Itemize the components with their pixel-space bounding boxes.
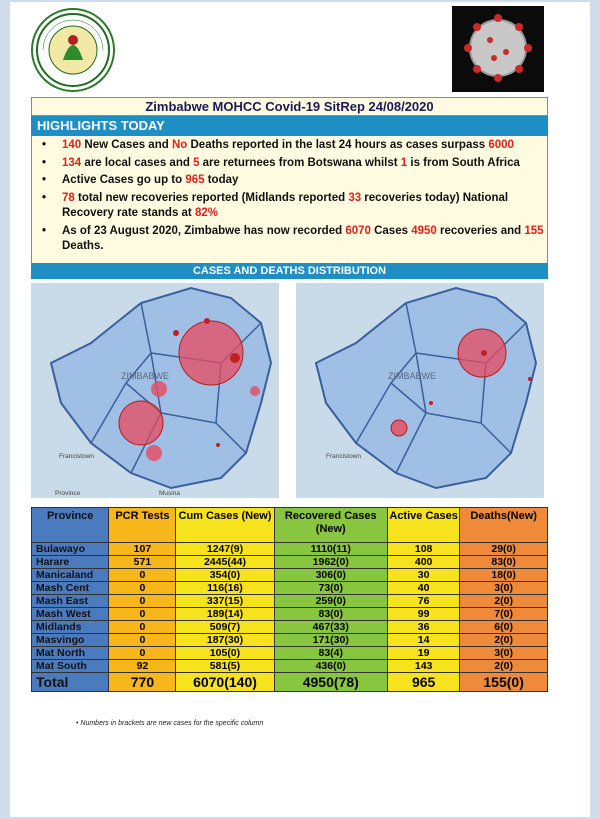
cell-pcr-tests: 107 xyxy=(109,543,176,556)
cell-recovered-cases: 259(0) xyxy=(274,595,388,608)
highlight-item xyxy=(62,138,547,154)
table-row xyxy=(32,634,548,647)
cell-active-cases: 108 xyxy=(388,543,460,556)
table-row xyxy=(32,543,548,556)
highlight-text: As of 23 August 2020, Zimbabwe has now recorded xyxy=(62,224,346,237)
highlight-text: Deaths reported in the last 24 hours as cases surpass xyxy=(187,139,489,151)
cell-deaths: 2(0) xyxy=(460,634,548,647)
total-province: Total xyxy=(32,673,109,692)
table-row xyxy=(32,621,548,634)
cell-cum-cases: 189(14) xyxy=(176,608,274,621)
highlights-list xyxy=(32,138,547,255)
cell-province: Mat North xyxy=(32,647,109,660)
distribution-header: CASES AND DEATHS DISTRIBUTION xyxy=(31,263,548,279)
total-pcr-tests: 770 xyxy=(109,673,176,692)
highlight-figure: 155 xyxy=(524,224,544,237)
cell-recovered-cases: 73(0) xyxy=(274,582,388,595)
highlight-figure: 6070 xyxy=(345,224,371,237)
header-deaths: Deaths(New) xyxy=(460,508,548,543)
highlight-text: are returnees from Botswana whilst xyxy=(199,156,401,169)
cell-cum-cases: 187(30) xyxy=(176,634,274,647)
cell-pcr-tests: 0 xyxy=(109,621,176,634)
cell-province: Bulawayo xyxy=(32,543,109,556)
header-pcr-tests: PCR Tests xyxy=(109,508,176,543)
highlight-figure: 134 xyxy=(62,156,82,169)
highlight-item xyxy=(62,173,547,189)
cell-cum-cases: 116(16) xyxy=(176,582,274,595)
highlight-text: total new recoveries reported (Midlands reported xyxy=(74,191,349,204)
header-active-cases: Active Cases xyxy=(388,508,460,543)
map2-francistown-label: Francistown xyxy=(326,453,362,460)
cell-pcr-tests: 92 xyxy=(109,660,176,673)
cell-active-cases: 400 xyxy=(388,556,460,569)
highlight-text: recoveries today) National Recovery rate stands at xyxy=(62,191,509,219)
cell-province: Mash Cent xyxy=(32,582,109,595)
map2-country-label: ZIMBABWE xyxy=(388,371,437,381)
highlight-figure: 82% xyxy=(194,207,218,219)
primary-health-care-seal-icon xyxy=(31,8,115,92)
cell-province: Mash West xyxy=(32,608,109,621)
cell-deaths: 2(0) xyxy=(460,660,548,673)
map1-province-label: Province xyxy=(55,490,81,497)
cell-pcr-tests: 0 xyxy=(109,647,176,660)
highlight-text: recoveries and xyxy=(436,224,525,237)
cell-pcr-tests: 0 xyxy=(109,634,176,647)
table-row xyxy=(32,608,548,621)
highlight-text: today xyxy=(204,174,239,186)
highlight-text: Cases xyxy=(370,224,412,237)
cell-cum-cases: 337(15) xyxy=(176,595,274,608)
total-row xyxy=(32,673,548,692)
cell-cum-cases: 354(0) xyxy=(176,569,274,582)
footnote-bullet-icon: • xyxy=(76,720,81,727)
cell-active-cases: 30 xyxy=(388,569,460,582)
highlight-figure: 1 xyxy=(400,156,408,169)
cell-deaths: 18(0) xyxy=(460,569,548,582)
highlight-item xyxy=(62,191,547,222)
highlight-text: Deaths. xyxy=(62,240,104,252)
cell-province: Manicaland xyxy=(32,569,109,582)
highlight-figure: 965 xyxy=(185,174,205,186)
cell-province: Masvingo xyxy=(32,634,109,647)
deaths-map xyxy=(296,283,544,498)
cell-deaths: 29(0) xyxy=(460,543,548,556)
cell-deaths: 3(0) xyxy=(460,647,548,660)
highlights-box xyxy=(31,136,548,263)
cell-cum-cases: 1247(9) xyxy=(176,543,274,556)
table-row xyxy=(32,569,548,582)
highlight-text: Active Cases go up to xyxy=(62,174,186,186)
cell-cum-cases: 581(5) xyxy=(176,660,274,673)
highlight-item xyxy=(62,224,547,255)
coronavirus-icon xyxy=(452,6,544,92)
table-body xyxy=(32,543,548,692)
cell-pcr-tests: 571 xyxy=(109,556,176,569)
cell-deaths: 2(0) xyxy=(460,595,548,608)
total-cum-cases: 6070(140) xyxy=(176,673,274,692)
highlight-text: is from South Africa xyxy=(407,156,520,169)
cell-cum-cases: 2445(44) xyxy=(176,556,274,569)
province-table xyxy=(31,507,548,692)
highlight-figure: 33 xyxy=(348,191,362,204)
highlight-figure: No xyxy=(171,139,188,151)
cell-recovered-cases: 171(30) xyxy=(274,634,388,647)
table-row xyxy=(32,556,548,569)
footnote: • Numbers in brackets are new cases for the specific column xyxy=(76,720,264,727)
cell-recovered-cases: 467(33) xyxy=(274,621,388,634)
map1-francistown-label: Francistown xyxy=(59,453,95,460)
header-province: Province xyxy=(32,508,109,543)
cell-recovered-cases: 83(0) xyxy=(274,608,388,621)
cell-pcr-tests: 0 xyxy=(109,608,176,621)
highlight-figure: 5 xyxy=(193,156,200,169)
highlight-figure: 140 xyxy=(62,139,82,151)
cell-recovered-cases: 436(0) xyxy=(274,660,388,673)
cell-deaths: 3(0) xyxy=(460,582,548,595)
cell-deaths: 83(0) xyxy=(460,556,548,569)
table-row xyxy=(32,647,548,660)
cell-province: Harare xyxy=(32,556,109,569)
cell-recovered-cases: 1962(0) xyxy=(274,556,388,569)
sitrep-title: Zimbabwe MOHCC Covid-19 SitRep 24/08/2020 xyxy=(31,97,548,116)
highlight-text: are local cases and xyxy=(81,156,194,169)
table-header-row xyxy=(32,508,548,543)
cell-pcr-tests: 0 xyxy=(109,569,176,582)
cell-active-cases: 99 xyxy=(388,608,460,621)
table-row xyxy=(32,660,548,673)
cell-active-cases: 143 xyxy=(388,660,460,673)
table-row xyxy=(32,582,548,595)
cell-active-cases: 19 xyxy=(388,647,460,660)
header-cum-cases: Cum Cases (New) xyxy=(176,508,274,543)
table-row xyxy=(32,595,548,608)
total-active-cases: 965 xyxy=(388,673,460,692)
highlight-text: New Cases and xyxy=(81,139,172,151)
cell-province: Mash East xyxy=(32,595,109,608)
cell-pcr-tests: 0 xyxy=(109,582,176,595)
highlight-item xyxy=(62,156,547,172)
map1-musina-label: Musina xyxy=(159,490,180,497)
total-recovered-cases: 4950(78) xyxy=(274,673,388,692)
cell-active-cases: 76 xyxy=(388,595,460,608)
cell-pcr-tests: 0 xyxy=(109,595,176,608)
cell-cum-cases: 105(0) xyxy=(176,647,274,660)
cell-active-cases: 36 xyxy=(388,621,460,634)
cell-recovered-cases: 83(4) xyxy=(274,647,388,660)
cases-map xyxy=(31,283,279,498)
highlight-figure: 6000 xyxy=(488,139,514,151)
cell-recovered-cases: 306(0) xyxy=(274,569,388,582)
header-recovered-cases: Recovered Cases (New) xyxy=(274,508,388,543)
highlight-figure: 78 xyxy=(62,191,75,204)
highlight-figure: 4950 xyxy=(411,224,437,237)
total-deaths: 155(0) xyxy=(460,673,548,692)
highlights-header: HIGHLIGHTS TODAY xyxy=(31,116,548,136)
map1-country-label: ZIMBABWE xyxy=(121,371,170,381)
cell-active-cases: 40 xyxy=(388,582,460,595)
cell-cum-cases: 509(7) xyxy=(176,621,274,634)
cell-recovered-cases: 1110(11) xyxy=(274,543,388,556)
cell-active-cases: 14 xyxy=(388,634,460,647)
cell-deaths: 7(0) xyxy=(460,608,548,621)
cell-deaths: 6(0) xyxy=(460,621,548,634)
cell-province: Midlands xyxy=(32,621,109,634)
cell-province: Mat South xyxy=(32,660,109,673)
